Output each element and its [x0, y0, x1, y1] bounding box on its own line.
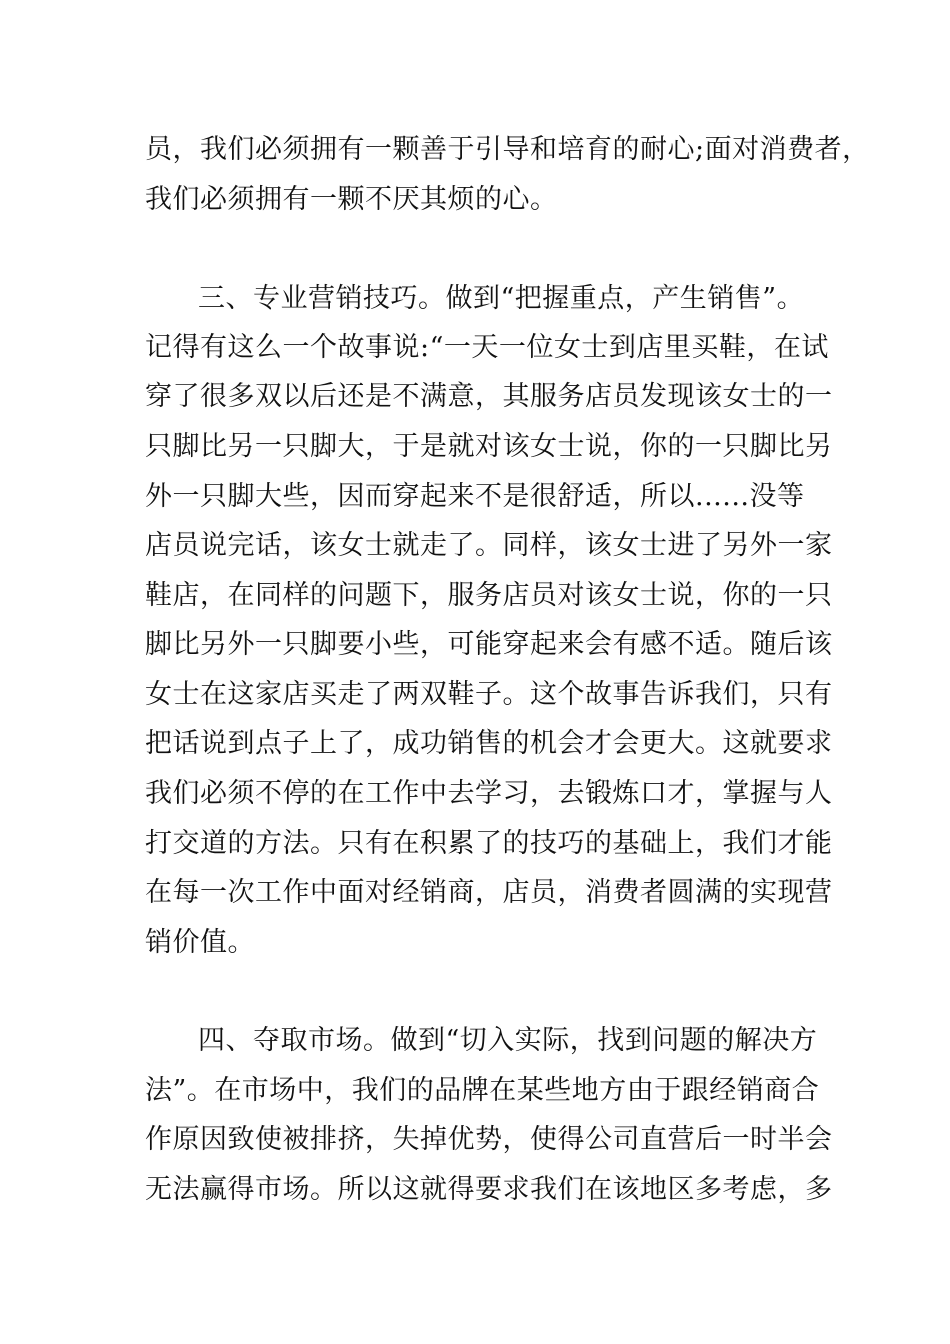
- text-line: 只脚比另一只脚大，于是就对该女士说，你的一只脚比另: [145, 431, 833, 462]
- text-line: 女士在这家店买走了两双鞋子。这个故事告诉我们，只有: [145, 679, 833, 710]
- text-line: 作原因致使被排挤，失掉优势，使得公司直营后一时半会: [145, 1124, 833, 1155]
- text-line: 员，我们必须拥有一颗善于引导和培育的耐心;面对消费者，: [145, 134, 870, 165]
- text-line: 记得有这么一个故事说:“一天一位女士到店里买鞋，在试: [145, 332, 829, 363]
- paragraph-heading-line: 三、专业营销技巧。做到“把握重点，产生销售”。: [198, 283, 805, 314]
- text-line: 把话说到点子上了，成功销售的机会才会更大。这就要求: [145, 728, 833, 759]
- text-line: 店员说完话，该女士就走了。同样，该女士进了另外一家: [145, 530, 833, 561]
- text-line: 穿了很多双以后还是不满意，其服务店员发现该女士的一: [145, 381, 833, 412]
- text-line: 外一只脚大些，因而穿起来不是很舒适，所以......没等: [145, 481, 805, 512]
- text-line: 销价值。: [145, 927, 255, 958]
- text-line: 法”。在市场中，我们的品牌在某些地方由于跟经销商合: [145, 1075, 820, 1106]
- text-line: 我们必须拥有一颗不厌其烦的心。: [145, 184, 558, 215]
- paragraph-heading-line: 四、夺取市场。做到“切入实际，找到问题的解决方: [198, 1025, 818, 1056]
- text-line: 脚比另外一只脚要小些，可能穿起来会有感不适。随后该: [145, 629, 833, 660]
- text-line: 无法赢得市场。所以这就得要求我们在该地区多考虑，多: [145, 1174, 833, 1205]
- text-line: 打交道的方法。只有在积累了的技巧的基础上，我们才能: [145, 828, 833, 859]
- text-line: 我们必须不停的在工作中去学习，去锻炼口才，掌握与人: [145, 778, 833, 809]
- text-line: 鞋店，在同样的问题下，服务店员对该女士说，你的一只: [145, 580, 833, 611]
- text-line: 在每一次工作中面对经销商，店员，消费者圆满的实现营: [145, 877, 833, 908]
